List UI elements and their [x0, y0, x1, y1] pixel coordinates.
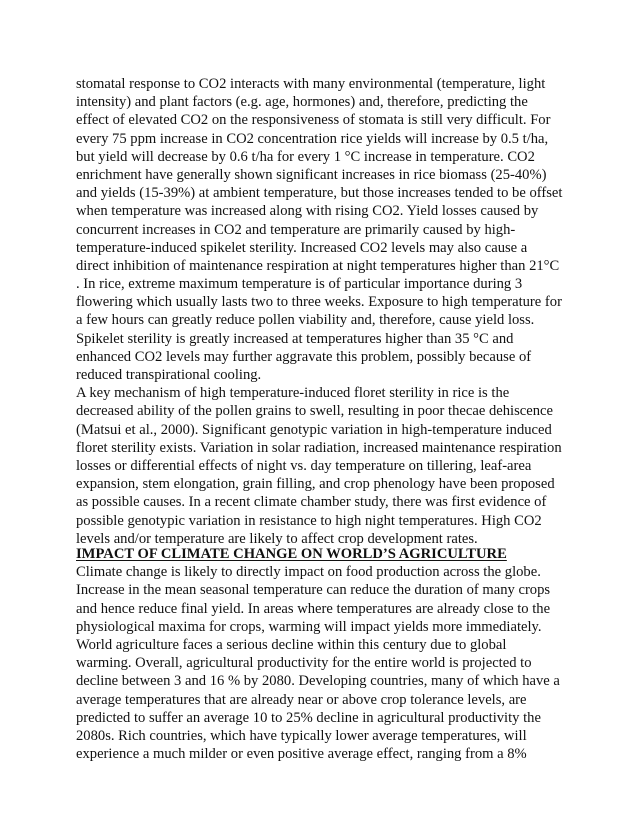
text-line: temperature-induced spikelet sterility. Increased CO2 levels may also cause a	[76, 239, 528, 256]
text-line: World agriculture faces a serious decline within this century due to global	[76, 636, 507, 653]
text-line: decreased ability of the pollen grains to swell, resulting in poor thecae dehiscence	[76, 403, 553, 420]
text-line: concurrent increases in CO2 and temperature are primarily caused by high-	[76, 221, 516, 238]
text-line: . In rice, extreme maximum temperature is of particular importance during 3	[76, 276, 523, 293]
text-line: direct inhibition of maintenance respiration at night temperatures higher than 21°C	[76, 257, 560, 274]
text-line: enrichment have generally shown significant increases in rice biomass (25-40%)	[76, 166, 547, 183]
section-heading: IMPACT OF CLIMATE CHANGE ON WORLD’S AGRICULTURE	[76, 546, 507, 562]
text-line: every 75 ppm increase in CO2 concentration rice yields will increase by 0.5 t/ha,	[76, 130, 549, 147]
text-line: predicted to suffer an average 10 to 25% decline in agricultural productivity the	[76, 709, 541, 726]
text-line: stomatal response to CO2 interacts with many environmental (temperature, light	[76, 76, 546, 92]
text-line: floret sterility exists. Variation in solar radiation, increased maintenance respiration	[76, 439, 562, 456]
text-line: expansion, stem elongation, grain filling, and crop phenology have been proposed	[76, 476, 555, 493]
text-line: Increase in the mean seasonal temperature can reduce the duration of many crops	[76, 582, 551, 599]
text-line: levels and/or temperature are likely to affect crop development rates.	[76, 530, 478, 547]
text-line: losses or differential effects of night vs. day temperature on tillering, leaf-area	[76, 457, 532, 474]
text-line: reduced transpirational cooling.	[76, 367, 262, 383]
text-line: average temperatures that are already near or above crop tolerance levels, are	[76, 691, 527, 708]
text-line: and yields (15-39%) at ambient temperature, but those increases tended to be offset	[76, 185, 563, 202]
paragraph-world-agriculture	[76, 563, 572, 763]
text-line: Spikelet sterility is greatly increased at temperatures higher than 35 °C and	[76, 330, 514, 347]
text-line: as possible causes. In a recent climate chamber study, there was first evidence of	[76, 494, 547, 511]
text-line: and hence reduce final yield. In areas where temperatures are already close to the	[76, 600, 551, 617]
text-line: enhanced CO2 levels may further aggravate this problem, possibly because of	[76, 348, 532, 365]
text-line: decline between 3 and 16 % by 2080. Developing countries, many of which have a	[76, 673, 560, 690]
text-line: Climate change is likely to directly impact on food production across the globe.	[76, 564, 541, 581]
text-line: possible genotypic variation in resistance to high night temperatures. High CO2	[76, 512, 542, 529]
text-line: physiological maxima for crops, warming will impact yields more immediately.	[76, 618, 542, 635]
text-line: flowering which usually lasts two to three weeks. Exposure to high temperature for	[76, 294, 562, 311]
body-text-block	[76, 75, 572, 548]
text-line: 2080s. Rich countries, which have typically lower average temperatures, will	[76, 727, 527, 744]
text-line: (Matsui et al., 2000). Significant genotypic variation in high-temperature induced	[76, 421, 552, 438]
paragraph-co2-temperature	[76, 75, 572, 384]
text-line: when temperature was increased along with rising CO2. Yield losses caused by	[76, 203, 539, 220]
text-line: warming. Overall, agricultural productivity for the entire world is projected to	[76, 655, 532, 672]
text-line: experience a much milder or even positive average effect, ranging from a 8%	[76, 746, 527, 763]
text-line: a few hours can greatly reduce pollen viability and, therefore, cause yield loss.	[76, 312, 535, 329]
text-line: but yield will decrease by 0.6 t/ha for every 1 °C increase in temperature. CO2	[76, 148, 535, 165]
text-line: A key mechanism of high temperature-induced floret sterility in rice is the	[76, 385, 510, 402]
text-line: intensity) and plant factors (e.g. age, hormones) and, therefore, predicting the	[76, 94, 528, 111]
text-line: effect of elevated CO2 on the responsiveness of stomata is still very difficult. For	[76, 112, 551, 129]
paragraph-floret-sterility	[76, 384, 572, 548]
section-world-agriculture	[76, 545, 572, 763]
